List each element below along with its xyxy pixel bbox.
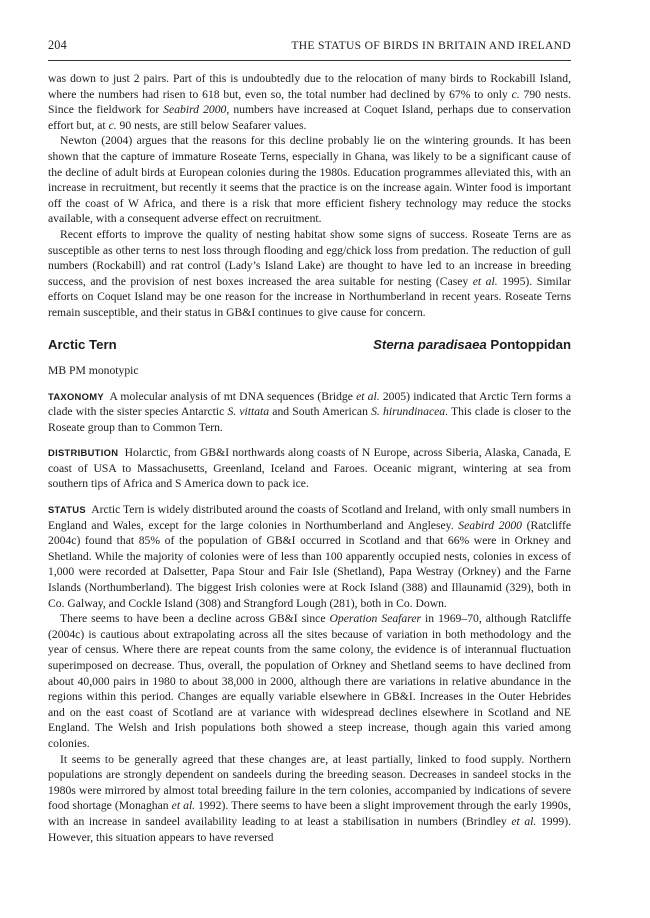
text-run: Newton (2004) argues that the reasons for this decline probably lie on the wintering grounds. It has been shown that the capture of immature Roseate Terns, especially in Ghana, was likely to be a significant cause of the decline of adult birds at European colonies during the 1980s. Education programmes alleviated this, with an increase in recruitment, but recently it seems that the practice is on the increase again. Winter food is important off the coast of W Africa, and there is a risk that more efficient fishery technology may reduce the stocks available, with a consequent adverse effect on recruitment. [48, 134, 571, 226]
text-run: 790 nests. Since the fieldwork for [48, 87, 571, 117]
species-heading [48, 337, 571, 352]
italic-text: et al. [511, 814, 537, 828]
text-run: A molecular analysis of mt DNA sequences (Bridge [109, 389, 357, 403]
species-common-name: Arctic Tern [48, 336, 117, 352]
italic-text: et al. [171, 799, 196, 813]
status-paragraph [48, 503, 571, 610]
distribution-label: DISTRIBUTION [48, 447, 119, 459]
text-run: 2005) indicated that Arctic Tern forms a clade with the sister species Antarctic [48, 389, 571, 419]
status-label: STATUS [48, 504, 86, 516]
status-paragraph [48, 611, 571, 751]
text-run: 1995). Similar efforts on Coquet Island may be one reason for the increase in Northumberland in recent years. Roseate Terns remain susceptible, and their status in GB&I continues to give cause for concern. [48, 274, 571, 319]
italic-text: Operation Seafarer [329, 612, 422, 626]
text-run: Arctic Tern is widely distributed around the coasts of Scotland and Ireland, with only small numbers in England and Wales, except for the large colonies in Northumberland and Anglesey. [48, 503, 571, 532]
text-run: and South American [269, 405, 372, 419]
text-run: 1999). However, this situation appears to have reversed [48, 814, 571, 844]
distribution-text [48, 446, 571, 490]
text-run: Holarctic, from GB&I northwards along coasts of N Europe, across Siberia, Alaska, Canada, E coast of USA to Massachusetts, Greenland, Iceland and Faroes. Oceanic migrant, wintering at sea from southern tips of Africa and S America down to pack ice. [48, 446, 571, 491]
running-header [48, 38, 571, 61]
text-run: was down to just 2 pairs. Part of this is undoubtedly due to the relocation of many birds to Rockabill Island, where the numbers had risen to 618 but, even so, the total number had declined by 67% to only [48, 72, 571, 101]
taxonomy-label: TAXONOMY [48, 390, 104, 402]
italic-text: et al. [356, 389, 380, 403]
italic-text: Seabird 2000 [163, 103, 227, 117]
text-run: 1992). There seems to have been a slight improvement through the early 1990s, with an increase in sandeel availability leading to at least a stabilisation in numbers (Brindley [48, 799, 571, 828]
status-section [48, 502, 571, 845]
italic-text: S. hirundinacea [371, 405, 446, 419]
intro-paragraph [48, 71, 571, 133]
italic-text: c. [108, 118, 117, 132]
text-run: in 1969–70, although Ratcliffe (2004c) is cautious about extrapolating across all the sites because of variation in both methodology and the year of census. Where there are repeat counts from the same colony, the evidence is of interannual fluctuation superimposed on decrease. Thus, overall, the population of Orkney and Shetland seems to have declined from about 40,000 pairs in 1980 to about 38,000 in 2000, although there are variations in relative abundance in the regions within this period. Changes are equally variable elsewhere in GB&I. Increases in the Outer Hebrides and on the east coast of Scotland are at variance with widespread declines elsewhere in Scotland and NE England. The Welsh and Irish populations both showed a steep increase, though again this varied among colonies. [48, 612, 571, 750]
text-run: (Ratcliffe 2004c) found that 85% of the population of GB&I occurred in Scotland and that 66% were in Orkney and Shetland. While the majority of colonies were of less than 100 apparently occupied nests, colonies in excess of 1,000 were recorded at Dalsetter, Papa Stour and Fair Isle (Shetland), Papa Westray (Orkney) and the Farne Islands (Northumberland). The biggest Irish colonies were at Rock Island (388) and Illaunamid (329), both in Co. Galway, and Cockle Island (308) and Strangford Lough (281), both in Co. Down. [48, 518, 571, 610]
italic-text: Seabird 2000 [458, 518, 522, 532]
intro-paragraph [48, 133, 571, 227]
taxonomy-section [48, 389, 571, 436]
taxonomy-text [48, 390, 571, 434]
italic-text: et al. [472, 274, 498, 288]
book-page [48, 38, 571, 845]
text-run: . This clade is closer to the Roseate group than to Common Tern. [48, 405, 572, 434]
status-paragraph [48, 752, 571, 846]
italic-text: c. [511, 87, 520, 101]
species-authority: Pontoppidan [490, 336, 571, 352]
status-codes: MB PM monotypic [48, 363, 139, 377]
page-number: 204 [48, 38, 67, 52]
text-run: Recent efforts to improve the quality of nesting habitat show some signs of success. Roseate Terns are as susceptible as other terns to nest loss through flooding and egg/chick loss from predation. The reduction of gull numbers (Rockabill) and rat control (Lady’s Island Lake) are thought to have led to an increase in breeding success, and the provision of nest boxes increased the area suitable for nesting (Casey [48, 227, 571, 288]
species-binomial: Sterna paradisaea [373, 336, 487, 352]
species-scientific-name [373, 337, 571, 352]
running-title: THE STATUS OF BIRDS IN BRITAIN AND IRELAND [291, 39, 571, 52]
italic-text: S. vittata [227, 405, 270, 419]
intro-section [48, 71, 571, 321]
text-run: 90 nests, are still below Seafarer values. [116, 118, 307, 132]
distribution-section [48, 445, 571, 492]
intro-paragraph [48, 227, 571, 321]
text-run: , numbers have increased at Coquet Island, perhaps due to conservation effort but, at [48, 103, 571, 132]
text-run: It seems to be generally agreed that these changes are, at least partially, linked to food supply. Northern populations are strongly dependent on sandeels during the breeding season. Decreases in sandeel stocks in the 1980s were mirrored by almost total breeding failure in the tern colonies, accompanied by indications of severe food shortage (Monaghan [48, 752, 571, 813]
text-run: There seems to have been a decline across GB&I since [60, 612, 330, 626]
